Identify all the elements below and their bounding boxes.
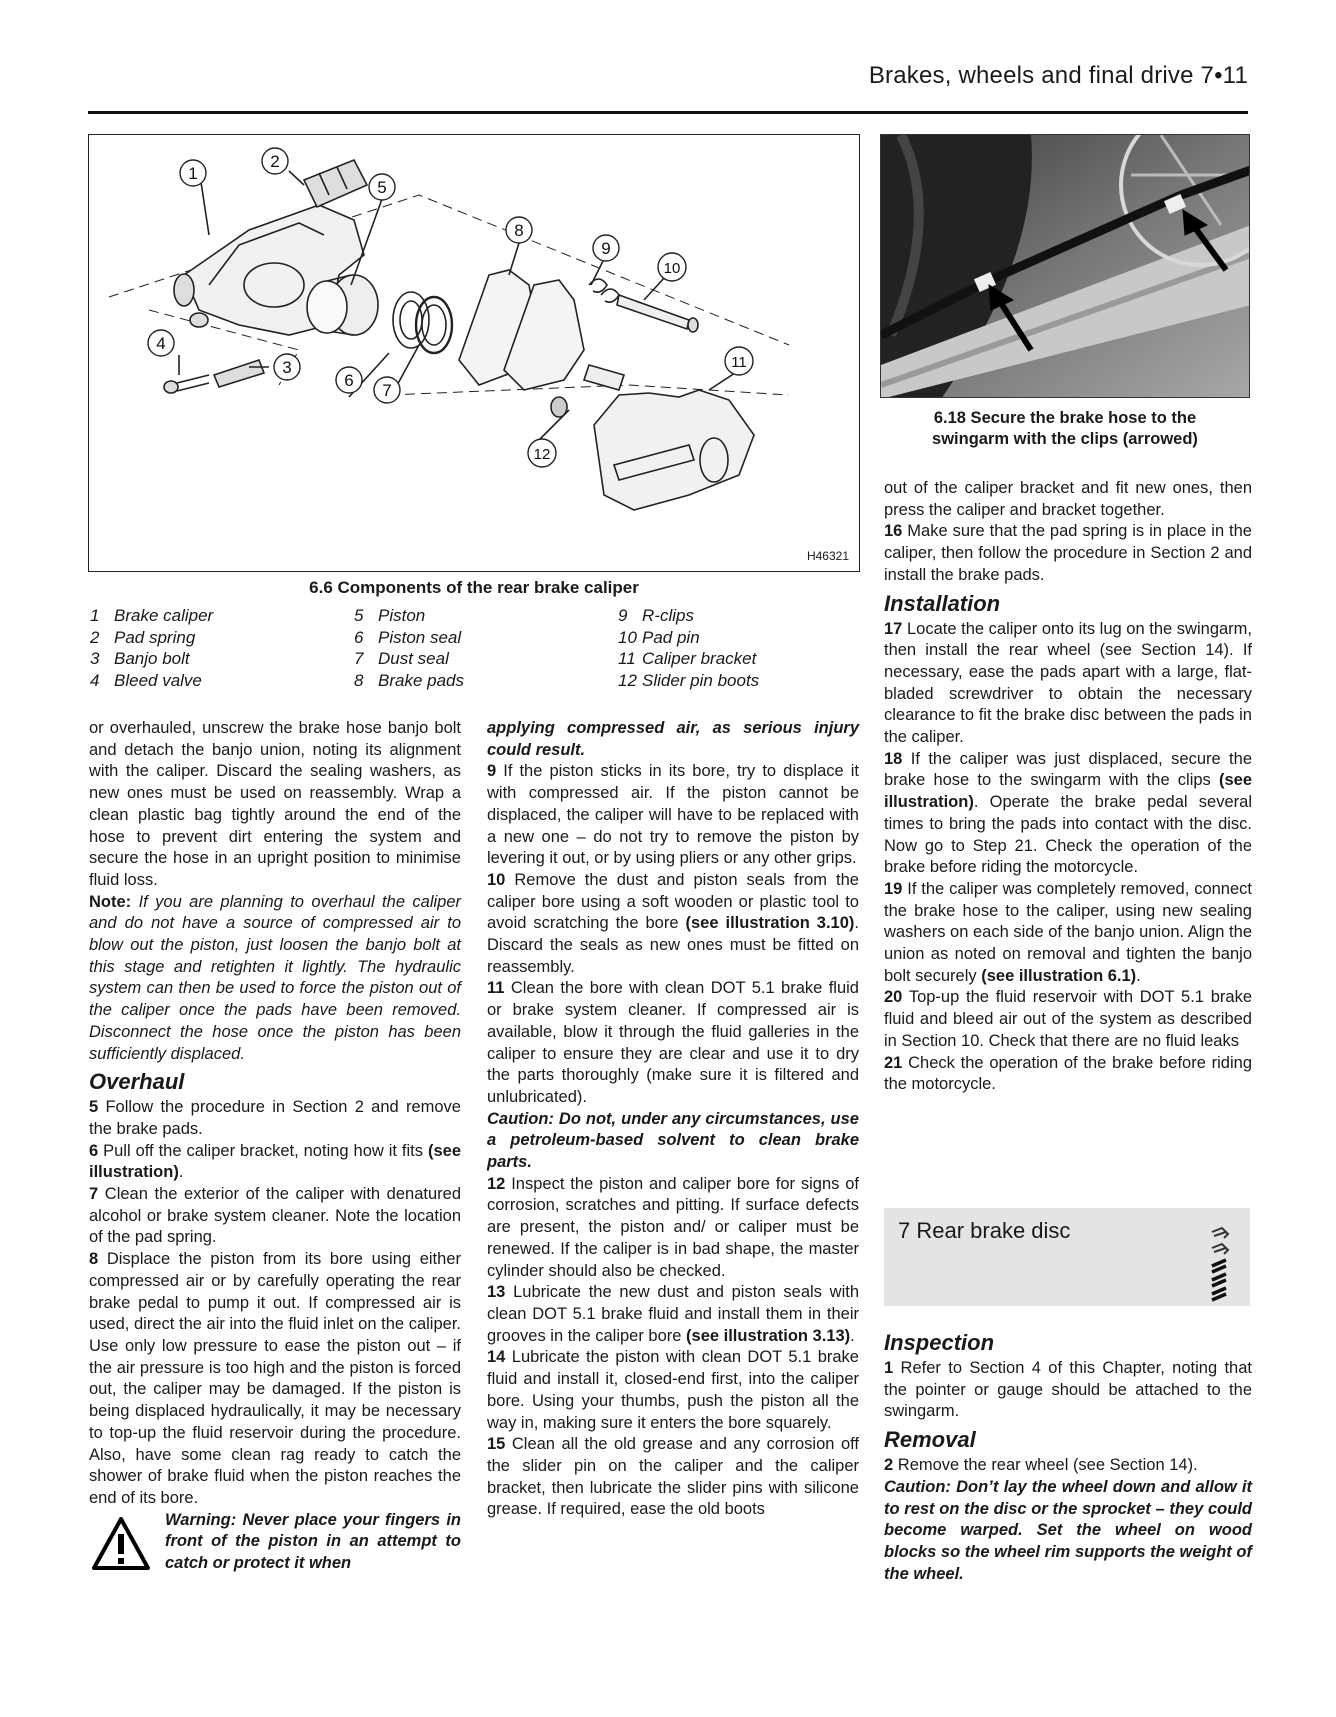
section-7-header (884, 1208, 1250, 1306)
legend-column-1 (90, 606, 213, 692)
heading-installation: Installation (884, 590, 1001, 616)
step-9: 9 If the piston sticks in its bore, try to displace it with compressed air. If the piston cannot be displaced, the caliper will have to be replaced with a new one – do not try to remove the piston by levering it out, or by using pliers or any other grips. (487, 762, 859, 868)
spanner-rating-icon (1204, 1222, 1244, 1302)
section-title: 7 Rear brake disc (898, 1218, 1071, 1243)
callout-11 (725, 347, 753, 375)
text-column-2 (487, 718, 859, 1521)
callout-8 (506, 217, 532, 243)
svg-text:10: 10 (663, 260, 681, 277)
callout-10 (658, 253, 686, 281)
step-15: 15 Clean all the old grease and any corrosion off the slider pin on the caliper and the caliper bracket, then lubricate the slider pins with silicone grease. If required, ease the old boots (487, 1435, 859, 1519)
photo-caption: 6.18 Secure the brake hose to the swingarm with the clips (arrowed) (932, 409, 1198, 448)
callout-2 (262, 148, 288, 174)
heading-inspection: Inspection (884, 1330, 995, 1355)
step-16: 16 Make sure that the pad spring is in place in the caliper, then follow the procedure in Section 2 and install the brake pads. (884, 522, 1252, 584)
swingarm-photo (880, 134, 1250, 398)
heading-overhaul: Overhaul (89, 1069, 185, 1095)
svg-text:6: 6 (344, 371, 354, 390)
legend-item: 2 Pad spring (90, 627, 196, 647)
note-paragraph: Note: If you are planning to overhaul the caliper and do not have a source of compressed air to blow out the piston, just loosen the banjo bolt at this stage and retighten it lightly. The hydraulic system can then be used to force the piston out of the caliper once the pads have been removed. Disconnect the hose once the piston has been sufficiently displaced. (89, 892, 461, 1063)
step-8: 8 Displace the piston from its bore using either compressed air or by carefully operating the rear brake pedal to pump it out. If compressed air is used, direct the air into the fluid inlet on the caliper. Use only low pressure to ease the piston out – if the air pressure is too high and the piston is forced out, the caliper may be damaged. If the piston is being displaced hydraulically, it may be necessary to top-up the fluid reservoir during the procedure. Also, have some clean rag ready to catch the shower of brake fluid when the piston reaches the end of its bore. (89, 1250, 461, 1507)
step-10: 10 Remove the dust and piston seals from the caliper bore using a soft wooden or plastic tool to avoid scratching the bore (see illustration 3.10). Discard the seals as new ones must be fitted on reassembly. (487, 870, 860, 976)
page-title: Brakes, wheels and final drive 7•11 (868, 62, 1248, 89)
svg-text:7: 7 (382, 381, 392, 400)
callout-6 (336, 367, 362, 393)
caliper-diagram-svg (89, 135, 859, 571)
caution-paragraph: Caution: Don’t lay the wheel down and allow it to rest on the disc or the sprocket – they could become warped. Set the wheel on wood blocks so the wheel rim supports the weight of the wheel. (884, 1477, 1252, 1583)
legend-item: 1 Brake caliper (90, 606, 214, 625)
warning-triangle-icon (91, 1516, 151, 1572)
warning-text: Warning: Never place your fingers in front of the piston in an attempt to catch or protect it when (165, 1510, 461, 1573)
step-6: 6 Pull off the caliper bracket, noting how it fits (see illustration). (89, 1141, 461, 1182)
callout-7 (374, 377, 400, 403)
step-12: 12 Inspect the piston and caliper bore for signs of corrosion, scratches and pitting. If surface defects are present, the piston and/ or caliper must be renewed. If the caliper is in bad shape, the master cylinder should also be checked. (487, 1174, 859, 1280)
legend-column-2 (354, 606, 464, 692)
legend-item: 5 Piston (354, 606, 426, 625)
warning-continued: applying compressed air, as serious injury could result. (487, 719, 859, 759)
svg-text:4: 4 (156, 334, 166, 353)
legend-item: 4 Bleed valve (90, 670, 202, 690)
legend-item: 8 Brake pads (354, 670, 464, 690)
step-19: 19 If the caliper was completely removed, connect the brake hose to the caliper, using new sealing washers on each side of the banjo union. Align the union as noted on removal and tighten the banjo bolt securely (see illustration 6.1). (884, 879, 1252, 985)
text-column-3-lower (884, 1326, 1252, 1585)
step-14: 14 Lubricate the piston with clean DOT 5.1 brake fluid and install it, closed-end first, into the caliper bore. Using your thumbs, push the piston all the way in, making sure it enters the bore squarely. (487, 1348, 859, 1432)
figure-code: H46321 (806, 549, 849, 563)
warning-block (89, 1510, 461, 1575)
svg-text:11: 11 (731, 354, 747, 371)
step-7: 7 Clean the exterior of the caliper with denatured alcohol or brake system cleaner. Note the location of the pad spring. (89, 1185, 461, 1247)
svg-text:3: 3 (282, 358, 292, 377)
callout-5 (369, 174, 395, 200)
legend-item: 9 R-clips (618, 606, 694, 625)
callout-1 (180, 160, 206, 186)
page-header (88, 58, 1248, 114)
svg-text:5: 5 (377, 178, 387, 197)
text-column-1 (89, 718, 461, 1575)
heading-removal: Removal (884, 1427, 976, 1453)
legend-item: 11 Caliper bracket (618, 649, 757, 668)
caliper-exploded-diagram (88, 134, 860, 572)
paragraph: out of the caliper bracket and fit new ones, then press the caliper and bracket together. (884, 479, 1252, 519)
text-column-3 (884, 478, 1252, 1096)
legend-item: 10 Pad pin (618, 627, 700, 647)
svg-text:1: 1 (188, 164, 198, 183)
step-1: 1 Refer to Section 4 of this Chapter, noting that the pointer or gauge should be attached to the swingarm. (884, 1359, 1252, 1421)
caution-paragraph: Caution: Do not, under any circumstances, use a petroleum-based solvent to clean brake parts. (487, 1109, 859, 1172)
svg-text:9: 9 (601, 239, 611, 258)
legend-column-3 (618, 606, 759, 692)
step-18: 18 If the caliper was just displaced, secure the brake hose to the swingarm with the clips (see illustration). Operate the brake pedal several times to bring the pads into contact with the disc. Now go to Step 21. Check the operation of the brake before riding the motorcycle. (884, 749, 1252, 877)
svg-text:2: 2 (270, 152, 280, 171)
legend-item: 6 Piston seal (354, 627, 462, 647)
step-2: 2 Remove the rear wheel (see Section 14). (884, 1456, 1198, 1475)
callout-9 (593, 235, 619, 261)
svg-text:8: 8 (514, 221, 524, 240)
step-11: 11 Clean the bore with clean DOT 5.1 brake fluid or brake system cleaner. If compressed air is available, blow it through the fluid galleries in the caliper to ensure they are clear and use it to dry the parts thoroughly (make sure it is filtered and unlubricated). (487, 979, 859, 1106)
callout-4 (148, 330, 174, 356)
callout-12 (528, 439, 556, 467)
callout-3 (274, 354, 300, 380)
step-13: 13 Lubricate the new dust and piston seals with clean DOT 5.1 brake fluid and install them in their grooves in the caliper bore (see illustration 3.13). (487, 1283, 859, 1345)
paragraph: or overhauled, unscrew the brake hose banjo bolt and detach the banjo union, noting its alignment with the caliper. Discard the sealing washers, as new ones must be used on reassembly. Wrap a clean plastic bag tightly around the end of the hose to prevent dirt entering the system and secure the hose in an upright position to minimise fluid loss. (89, 719, 461, 889)
legend-item: 12 Slider pin boots (618, 670, 760, 690)
legend-item: 3 Banjo bolt (90, 649, 190, 668)
step-20: 20 Top-up the fluid reservoir with DOT 5.1 brake fluid and bleed air out of the system as described in Section 10. Check that there are no fluid leaks (884, 988, 1252, 1050)
step-21: 21 Check the operation of the brake before riding the motorcycle. (884, 1053, 1252, 1094)
step-5: 5 Follow the procedure in Section 2 and remove the brake pads. (89, 1098, 461, 1138)
legend-item: 7 Dust seal (354, 649, 449, 668)
figure-caption: 6.6 Components of the rear brake caliper (309, 578, 639, 597)
svg-text:12: 12 (533, 446, 551, 463)
step-17: 17 Locate the caliper onto its lug on the swingarm, then install the rear wheel (see Section 14). If necessary, ease the pads apart with a large, flat-bladed screwdriver to obtain the necessary clearance to fit the brake disc between the pads in the caliper. (884, 619, 1252, 747)
swingarm-photo-svg (881, 135, 1250, 398)
